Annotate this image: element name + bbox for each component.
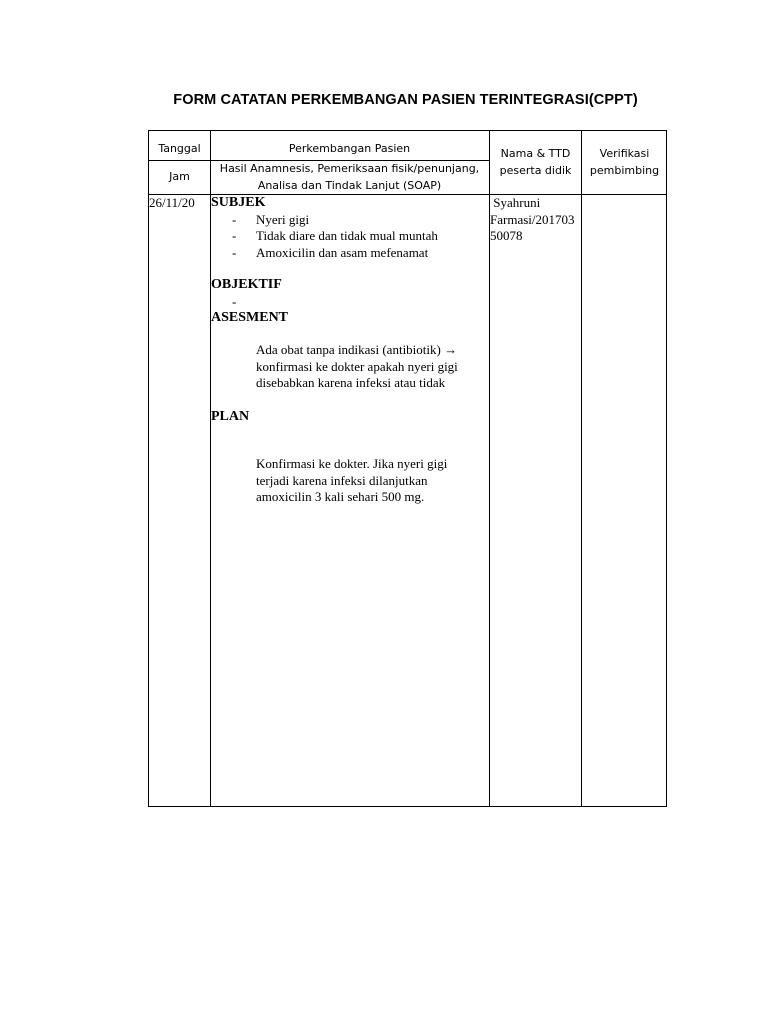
subjek-item-text: Amoxicilin dan asam mefenamat [256,244,429,260]
cppt-table [148,130,667,807]
subjek-item-text: Tidak diare dan tidak mual muntah [256,228,438,243]
asesment-line: Ada obat tanpa indikasi (antibiotik) [256,342,441,357]
asesment-text [211,342,487,392]
header-nama-line1: Nama & TTD [500,147,571,160]
asesment-line: disebabkan karena infeksi atau tidak [256,375,446,390]
header-hasil [210,160,489,194]
entry-date: 26/11/20 [149,195,195,210]
plan-line: Konfirmasi ke dokter. Jika nyeri gigi [256,456,448,471]
plan-line: amoxicilin 3 kali sehari 500 mg. [256,489,425,504]
arrow-right-icon: → [444,342,458,357]
soap-cell [211,195,487,506]
header-jam: Jam [169,170,190,183]
header-hasil-line1: Hasil Anamnesis, Pemeriksaan fisik/penunjang, [219,162,480,175]
header-nama-ttd [490,145,581,179]
header-verif-line2: pembimbing [589,164,660,177]
objektif-heading: OBJEKTIF [211,277,282,292]
header-perkembangan: Perkembangan Pasien [288,142,411,155]
subjek-heading: SUBJEK [211,195,266,210]
subjek-list [211,212,487,262]
asesment-line: konfirmasi ke dokter apakah nyeri gigi [256,358,458,374]
subjek-item-text: Nyeri gigi [256,211,310,227]
header-verifikasi [582,145,667,179]
header-verif-line1: Verifikasi [599,147,650,160]
nama-line: Farmasi/201703 [490,211,575,227]
list-item: - Amoxicilin dan asam mefenamat [232,244,429,260]
list-item: - Nyeri gigi [232,211,310,227]
list-item: - Tidak diare dan tidak mual muntah [232,228,438,243]
plan-text [211,456,487,506]
nama-line: 50078 [490,228,523,243]
asesment-heading: ASESMENT [211,309,289,325]
plan-line: terjadi karena infeksi dilanjutkan [256,472,428,488]
plan-heading: PLAN [211,408,250,424]
form-title: FORM CATATAN PERKEMBANGAN PASIEN TERINTEGRASI(CPPT) [173,92,638,108]
header-hasil-line2: Analisa dan Tindak Lanjut (SOAP) [257,179,442,192]
column-divider [581,131,582,806]
header-tanggal: Tanggal [158,142,201,155]
nama-ttd-value [490,195,581,245]
nama-line: Syahruni [490,195,541,210]
row-divider [149,160,210,161]
header-nama-line2: peserta didik [499,164,572,177]
objektif-dash: - [232,293,237,309]
